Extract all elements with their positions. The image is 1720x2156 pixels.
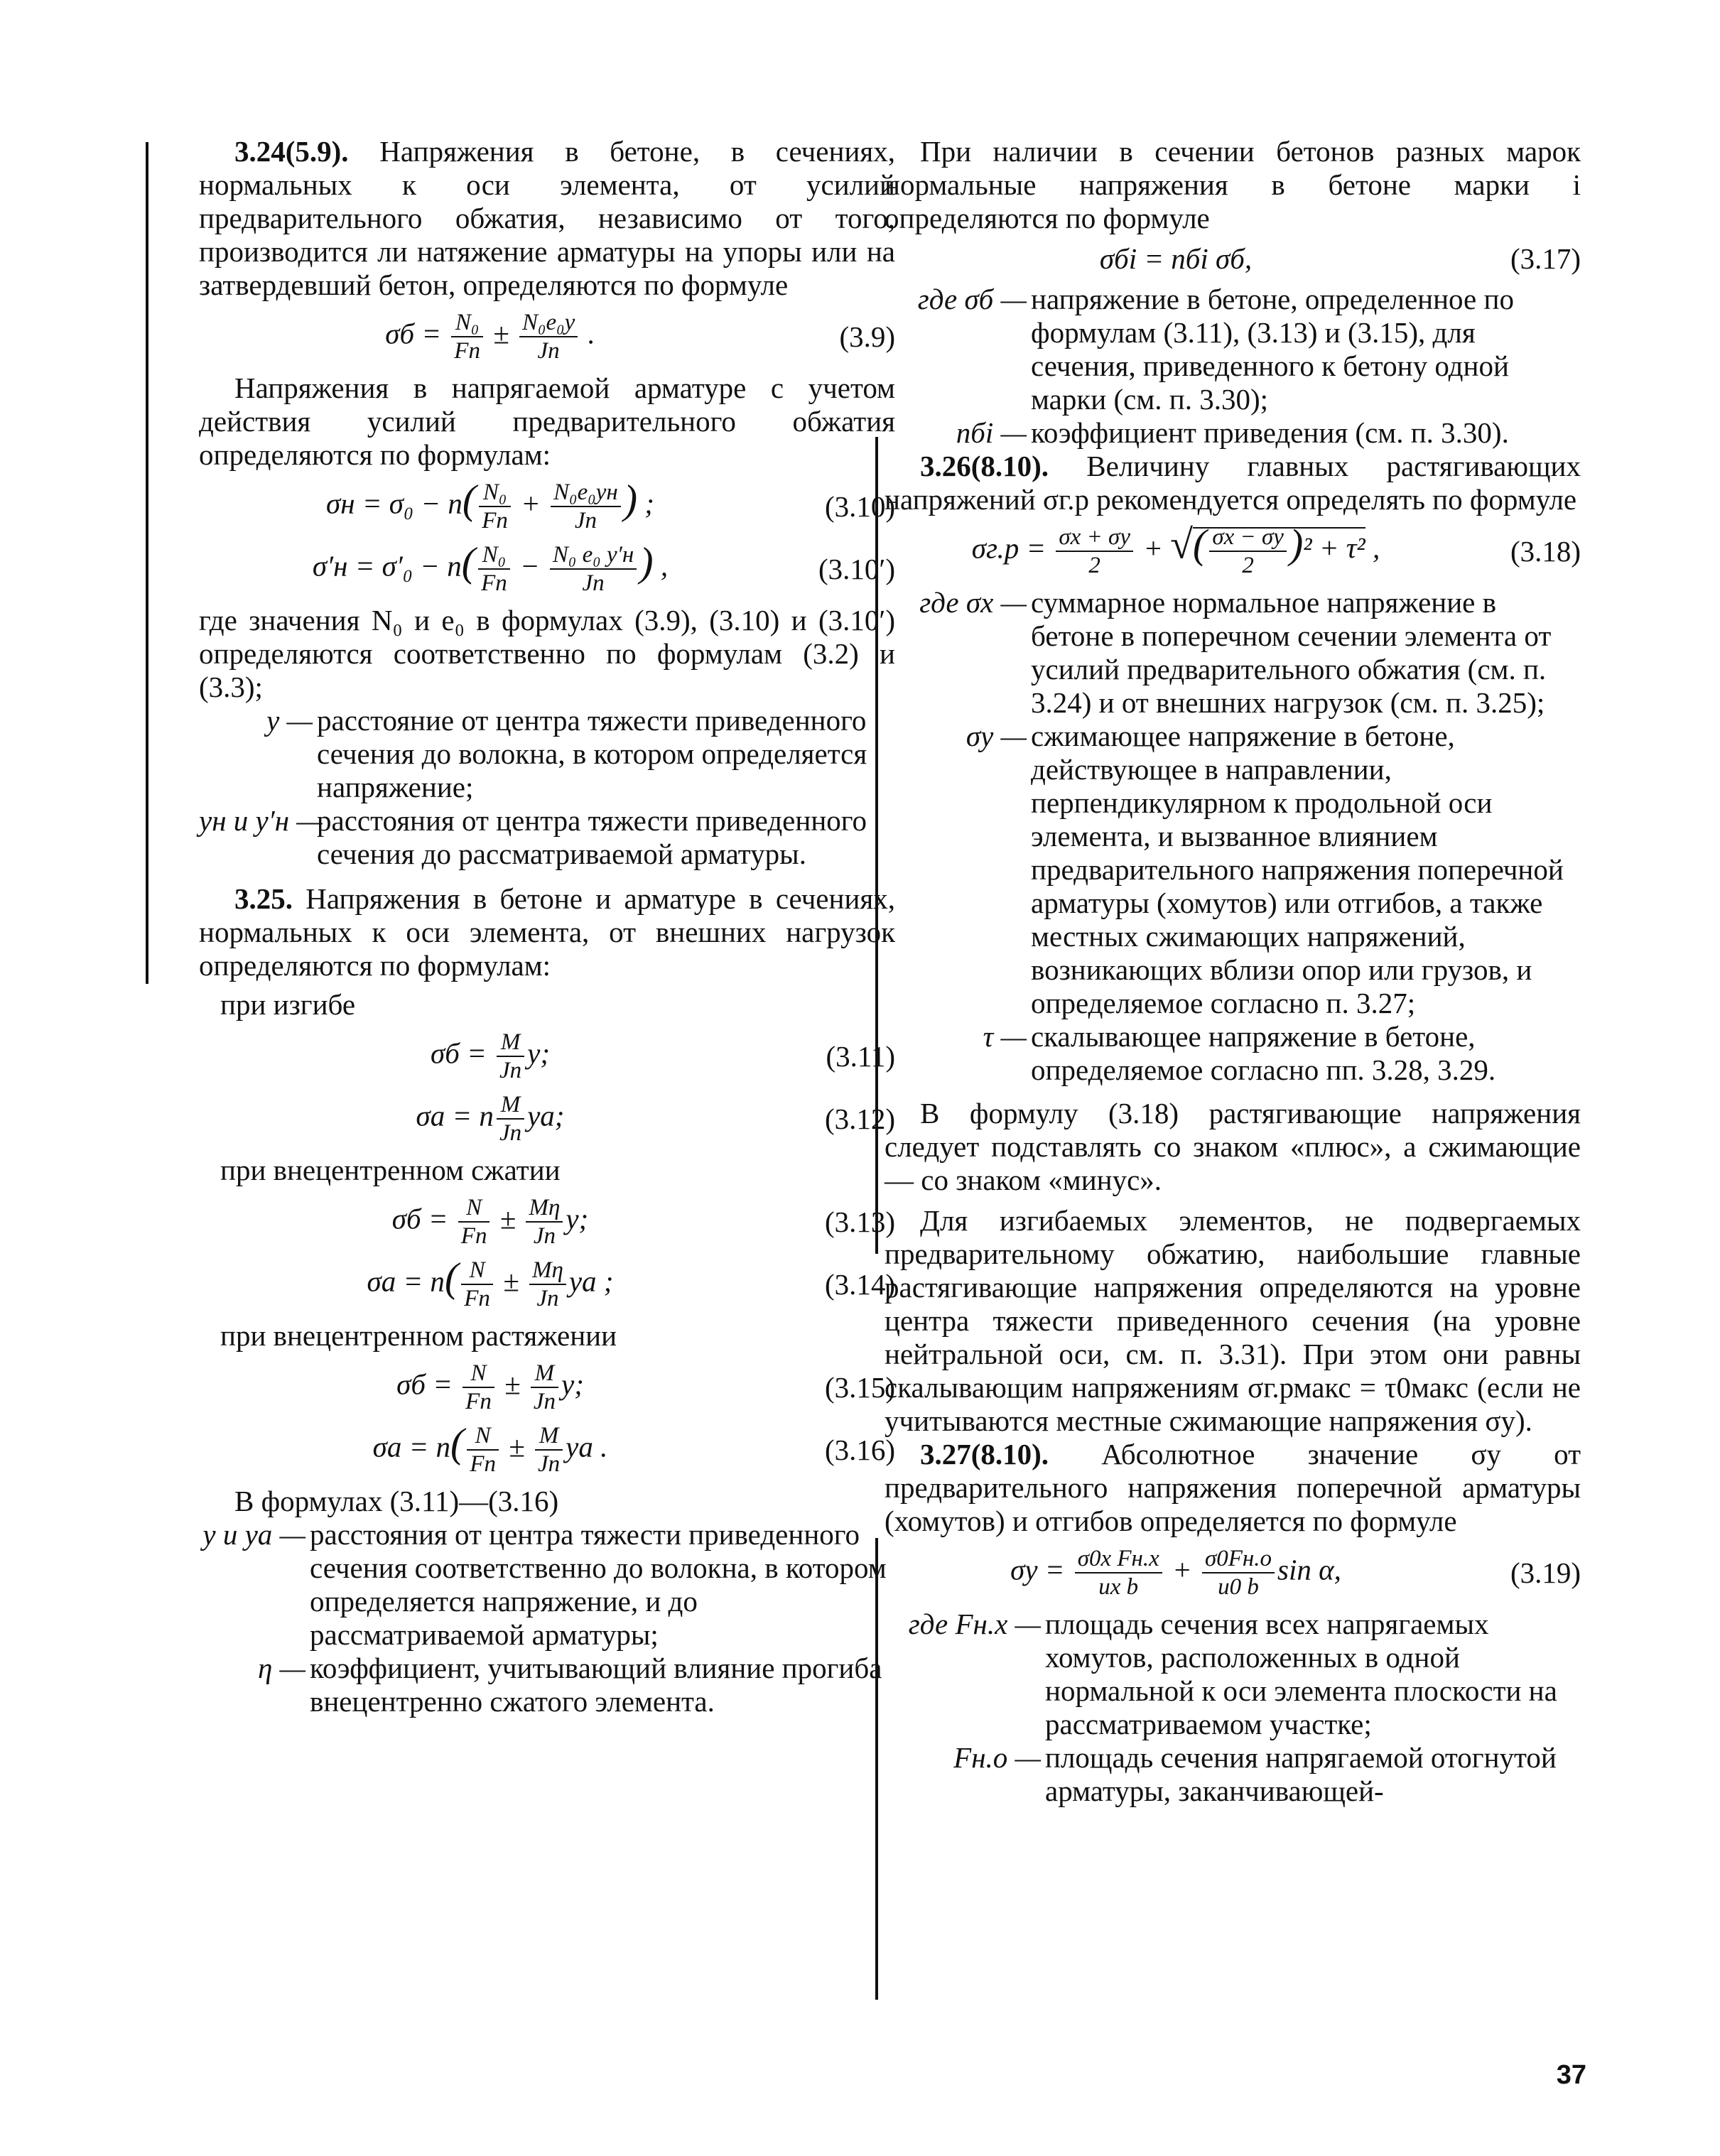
equation-number: (3.11) <box>826 1039 895 1073</box>
section-number-3-26: 3.26(8.10). <box>920 450 1049 482</box>
definition-f-no: Fн.o — площадь сечения напрягаемой отогнутой арматуры, заканчивающей- <box>953 1741 1557 1807</box>
section-number-3-27: 3.27(8.10). <box>920 1438 1049 1470</box>
equation-3-15: σб = $\frac{N}{Fп}$ ± $\frac{M}{Jп}$ y; (3.15) <box>396 1360 895 1414</box>
equation-number: (3.14) <box>824 1267 895 1301</box>
equation-number: (3.15) <box>824 1370 895 1404</box>
definition-sigma-b: где σб — напряжение в бетоне, определенное по формулам (3.11), (3.13) и (3.15), для сечения, приведенного к бетону одной марки (см. п. 3.30); <box>917 283 1514 416</box>
page-number: 37 <box>1556 2060 1586 2090</box>
paragraph-armatura: Напряжения в напрягаемой арматуре с учетом действия усилий предварительного обжатия определяются по формулам: <box>199 372 895 471</box>
equation-3-14: σа = n( $\frac{N}{Fп}$ ± $\frac{M\eta}{Jп}$ yа ; (3.14) <box>367 1254 895 1311</box>
paragraph-bending-elements: Для изгибаемых элементов, не подвергаемых предварительному обжатию, наибольшие главные растягивающие напряжения определяются на уровне центра тяжести приведенного сечения (на уровне нейтральной оси, см. п. 3.31). При этом они равны скалывающим напряжениям σг.рмакс = τ0макс (если не учитываются местные сжимающие напряжения σy). <box>885 1204 1581 1437</box>
equation-3-16: σа = n( $\frac{N}{Fп}$ ± $\frac{M}{Jп}$ yа . (3.16) <box>372 1419 895 1477</box>
section-number-3-24: 3.24(5.9). <box>234 135 349 168</box>
paragraph-3-27: 3.27(8.10). Абсолютное значение σy от предварительного напряжения поперечной арматуры (хомутов) и отгибов определяется по формуле <box>885 1438 1581 1537</box>
equation-3-12: σа = n $\frac{M}{Jп}$ yа; (3.12) <box>416 1092 895 1146</box>
paragraph-3-24: 3.24(5.9). Напряжения в бетоне, в сечениях, нормальных к оси элемента, от усилий предварительного обжатия, независимо от того, производится ли натяжение арматуры на упоры или на затвердевший бетон, определяются по формуле <box>199 135 895 301</box>
label-tension: при внецентренном растяжении <box>220 1319 617 1352</box>
equation-3-9: σб = $\frac{\text{N₀}}{Fп}$ ± $\frac{\text{N₀e₀y}}{Jп}$ . (3.9) <box>385 310 895 364</box>
left-column <box>199 135 895 1718</box>
equation-number: (3.18) <box>1510 534 1581 568</box>
paragraph-3-26: 3.26(8.10). Величину главных растягивающих напряжений σг.р рекомендуется определять по формуле <box>885 450 1581 516</box>
equation-number: (3.16) <box>824 1433 895 1466</box>
equation-number: (3.13) <box>824 1205 895 1238</box>
equation-number: (3.10) <box>824 489 895 523</box>
definition-sigma-x: где σx — суммарное нормальное напряжение в бетоне в поперечном сечении элемента от усилий предварительного обжатия (см. п. 3.24) и от внешних нагрузок (см. п. 3.25); <box>919 586 1552 719</box>
definition-n-bi: nбi — коэффициент приведения (см. п. 3.30). <box>956 416 1509 449</box>
definition-f-nx: где Fн.x — площадь сечения всех напрягаемых хомутов, расположенных в одной нормальной к оси элемента плоскости на рассматриваемом участке; <box>908 1608 1557 1740</box>
section-number-3-25: 3.25. <box>234 882 293 915</box>
label-compression: при внецентренном сжатии <box>220 1154 561 1186</box>
equation-3-19: σy = $\frac{\text{σ0x Fн.x}}{\text{ux b}}$ + $\frac{\sigma 0Fн.o}{u0 b}$ sin α, (3.19) <box>1010 1546 1581 1600</box>
definition-eta: η — коэффициент, учитывающий влияние прогиба внецентренно сжатого элемента. <box>257 1652 882 1718</box>
paragraph-in-formulas: В формулах (3.11)—(3.16) <box>234 1485 559 1517</box>
equation-number: (3.12) <box>824 1102 895 1135</box>
definition-tau: τ — скалывающее напряжение в бетоне, определяемое согласно пп. 3.28, 3.29. <box>983 1020 1496 1086</box>
margin-bar-left <box>146 142 148 984</box>
equation-3-17: σбi = nбi σб, (3.17) <box>1099 242 1581 275</box>
paragraph-where-n0-e0: где значения N₀ и e₀ в формулах (3.9), (3.10) и (3.10′) определяются соответственно по формулам (3.2) и (3.3); <box>199 604 895 703</box>
equation-3-13: σб = $\frac{N}{Fп}$ ± $\frac{M\eta}{Jп}$ y; (3.13) <box>391 1195 895 1249</box>
equation-3-18: σг.р = $\frac{\sigma x + \sigma y}{2}$ + √( $\frac{\sigma x - \sigma y}{2}$ )² + τ² , (3.18) <box>971 521 1581 578</box>
equation-3-10: σн = σ₀ − n( $\frac{\text{N₀}}{Fп}$ + $\frac{\text{N₀e₀yн}}{Jп}$ ) ; (3.10) <box>326 476 895 533</box>
paragraph-3-25: 3.25. Напряжения в бетоне и арматуре в сечениях, нормальных к оси элемента, от внешних нагрузок определяются по формулам: <box>199 882 895 982</box>
definition-sigma-y: σy — сжимающее напряжение в бетоне, действующее в направлении, перпендикулярном к продольной оси элемента, и вызванное влиянием предварительного напряжения поперечной арматуры (хомутов) или отгибов, а также местных сжимающих напряжений, возникающих вблизи опор или грузов, и определяемое согласно п. 3.27; <box>966 720 1564 1019</box>
paragraph-formula-signs: В формулу (3.18) растягивающие напряжения следует подставлять со знаком «плюс», а сжимающие — со знаком «минус». <box>885 1097 1581 1196</box>
equation-number: (3.17) <box>1510 242 1581 275</box>
equation-3-10-prime: σ′н = σ′₀ − n( $\frac{\text{N₀}}{Fп}$ − $\frac{\text{N₀ e₀ y′н}}{Jп}$ ) , (3.10′) <box>312 538 895 596</box>
equation-number: (3.19) <box>1510 1556 1581 1589</box>
equation-number: (3.9) <box>839 320 895 353</box>
equation-number: (3.10′) <box>818 552 895 585</box>
equation-3-11: σб = $\frac{M}{Jп}$ y; (3.11) <box>430 1029 895 1083</box>
label-bending: при изгибе <box>220 988 356 1021</box>
definition-y-ya: y и yа — расстояния от центра тяжести приведенного сечения соответственно до волокна, в котором определяется напряжение, и до рассматриваемой арматуры; <box>202 1518 887 1651</box>
definition-y: y — расстояние от центра тяжести приведенного сечения до волокна, в котором определяется напряжение; <box>266 704 867 803</box>
right-column <box>885 135 1581 1808</box>
paragraph-marki: При наличии в сечении бетонов разных марок нормальные напряжения в бетоне марки i определяются по формуле <box>885 135 1581 234</box>
definition-yn: yн и y′н — расстояния от центра тяжести приведенного сечения до рассматриваемой арматуры. <box>199 804 867 870</box>
